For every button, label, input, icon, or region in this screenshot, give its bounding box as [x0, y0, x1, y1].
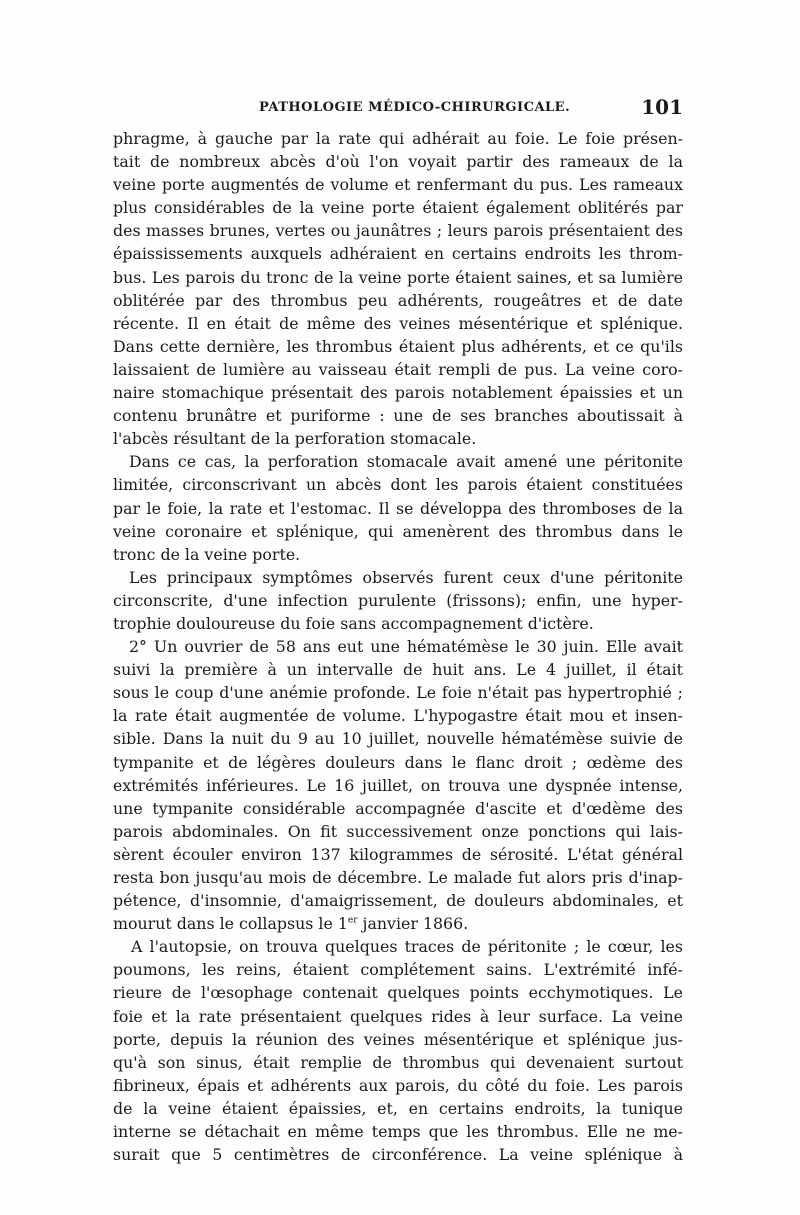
paragraph-start-line: Dans ce cas, la perforation stomacale avait amené une péritonite [129, 452, 683, 472]
text-line: foie et la rate présentaient quelques rides à leur surface. La veine [113, 1006, 683, 1026]
text-line: veine coronaire et splénique, qui amenèrent des thrombus dans le [113, 521, 683, 541]
ordinal-superscript: er [347, 915, 358, 926]
text-line: parois abdominales. On fit successivement onze ponctions qui lais- [113, 821, 683, 841]
text-line: poumons, les reins, étaient complétement sains. L'extrémité infé- [113, 960, 683, 980]
text-line: qu'à son sinus, était remplie de thrombus qui devenaient surtout [113, 1052, 683, 1072]
text-line: suivi la première à un intervalle de huit ans. Le 4 juillet, il était [113, 660, 683, 680]
paragraph-start-line: Les principaux symptômes observés furent ceux d'une péritonite [129, 567, 683, 587]
text-line: tait de nombreux abcès d'où l'on voyait partir des rameaux de la [113, 152, 683, 172]
text-line: extrémités inférieures. Le 16 juillet, on trouva une dyspnée intense, [113, 775, 683, 795]
text-line: naire stomachique présentait des parois notablement épaissies et un [113, 383, 683, 403]
text-line: Dans cette dernière, les thrombus étaient plus adhérents, et ce qu'ils [113, 336, 683, 356]
text-line: limitée, circonscrivant un abcès dont les parois étaient constituées [113, 475, 683, 495]
paragraph-start-line: A l'autopsie, on trouva quelques traces de péritonite ; le cœur, les [131, 937, 683, 957]
text-line: circonscrite, d'une infection purulente (frissons); enfin, une hyper- [113, 590, 683, 610]
text-line: de la veine étaient épaissies, et, en certains endroits, la tunique [113, 1098, 683, 1118]
text-line: plus considérables de la veine porte étaient également oblitérés par [113, 198, 683, 218]
text-line: des masses brunes, vertes ou jaunâtres ; leurs parois présentaient des [113, 221, 683, 241]
running-head [113, 95, 683, 120]
text-line: laissaient de lumière au vaisseau était rempli de pus. La veine coro- [113, 359, 683, 379]
text-line: l'abcès résultant de la perforation stomacale. [113, 429, 477, 449]
text-line: veine porte augmentés de volume et renfermant du pus. Les rameaux [113, 175, 683, 195]
date-suffix: janvier 1866. [357, 914, 469, 934]
text-line: rieure de l'œsophage contenait quelques points ecchymotiques. Le [113, 983, 683, 1003]
text-line: sèrent écouler environ 137 kilogrammes de sérosité. L'état général [113, 844, 683, 864]
text-line: trophie douloureuse du foie sans accompagnement d'ictère. [113, 613, 594, 633]
text-line: porte, depuis la réunion des veines mésentérique et splénique jus- [113, 1029, 683, 1049]
text-line: bus. Les parois du tronc de la veine porte étaient saines, et sa lumière [113, 267, 683, 287]
text-line: phragme, à gauche par la rate qui adhérait au foie. Le foie présen- [113, 129, 683, 148]
text-line: sible. Dans la nuit du 9 au 10 juillet, nouvelle hématémèse suivie de [113, 729, 683, 749]
text-line-date [113, 912, 683, 935]
text-line: oblitérée par des thrombus peu adhérents, rougeâtres et de date [113, 290, 683, 310]
text-line: surait que 5 centimètres de circonférence. La veine splénique à [113, 1145, 683, 1165]
running-title: PATHOLOGIE MÉDICO-CHIRURGICALE. [259, 100, 571, 115]
text-line: fibrineux, épais et adhérents aux parois, du côté du foie. Les parois [113, 1075, 683, 1095]
text-line: contenu brunâtre et puriforme : une de ses branches aboutissait à [113, 406, 683, 426]
text-line: récente. Il en était de même des veines mésentérique et splénique. [113, 313, 683, 333]
text-line: une tympanite considérable accompagnée d'ascite et d'œdème des [113, 798, 683, 818]
text-line: la rate était augmentée de volume. L'hypogastre était mou et insen- [113, 706, 683, 726]
text-line: épaississements auxquels adhéraient en certains endroits les throm- [113, 244, 683, 264]
text-line: tympanite et de légères douleurs dans le flanc droit ; œdème des [113, 752, 683, 772]
text-line: sous le coup d'une anémie profonde. Le foie n'était pas hypertrophié ; [113, 683, 683, 703]
body-text [113, 127, 683, 1165]
text-line: par le foie, la rate et l'estomac. Il se développa des thromboses de la [113, 498, 683, 518]
text-line: pétence, d'insomnie, d'amaigrissement, de douleurs abdominales, et [113, 891, 683, 911]
text-line: interne se détachait en même temps que les thrombus. Elle ne me- [113, 1122, 683, 1142]
text-line: tronc de la veine porte. [113, 544, 301, 564]
text-line: resta bon jusqu'au mois de décembre. Le malade fut alors pris d'inap- [113, 868, 683, 887]
date-prefix: mourut dans le collapsus le 1 [113, 914, 348, 934]
page-number: 101 [641, 95, 683, 119]
paragraph-start-line: 2° Un ouvrier de 58 ans eut une hématémèse le 30 juin. Elle avait [129, 637, 683, 657]
